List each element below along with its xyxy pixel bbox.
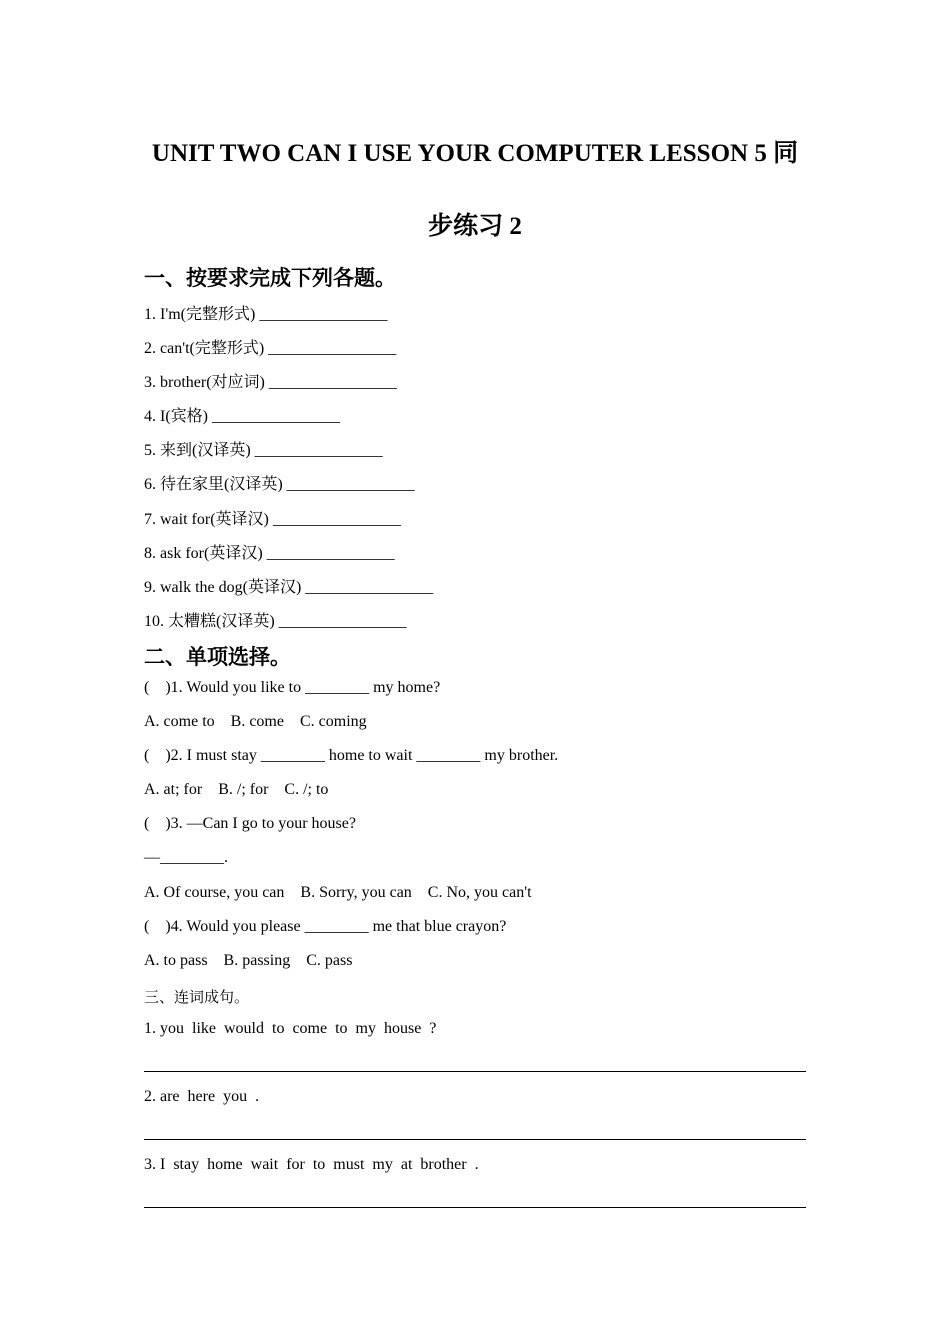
s3-item-3: 3. I stay home wait for to must my at brother . xyxy=(144,1156,479,1173)
s3-answer-line-3[interactable] xyxy=(144,1207,806,1208)
s2-options-1: A. come to B. come C. coming xyxy=(144,713,367,730)
s1-item-4: 4. I(宾格) ________________ xyxy=(144,408,340,425)
s3-item-1: 1. you like would to come to my house ? xyxy=(144,1020,437,1037)
section-1-heading: 一、按要求完成下列各题。 xyxy=(144,266,396,290)
s2-question-2: ( )2. I must stay ________ home to wait ________ my brother. xyxy=(144,747,559,764)
s2-options-3: A. Of course, you can B. Sorry, you can C. No, you can't xyxy=(144,884,532,901)
s1-item-9: 9. walk the dog(英译汉) ________________ xyxy=(144,579,434,596)
s1-item-6: 6. 待在家里(汉译英) ________________ xyxy=(144,476,415,493)
section-3-heading: 三、连词成句。 xyxy=(144,988,250,1006)
s3-answer-line-2[interactable] xyxy=(144,1139,806,1140)
s3-item-2: 2. are here you . xyxy=(144,1088,260,1105)
s1-item-7: 7. wait for(英译汉) ________________ xyxy=(144,511,401,528)
s1-item-1: 1. I'm(完整形式) ________________ xyxy=(144,306,388,323)
s1-item-5: 5. 来到(汉译英) ________________ xyxy=(144,442,383,459)
s1-item-8: 8. ask for(英译汉) ________________ xyxy=(144,545,395,562)
page-title-line-1: UNIT TWO CAN I USE YOUR COMPUTER LESSON 5 同 xyxy=(151,140,799,167)
s1-item-3: 3. brother(对应词) ________________ xyxy=(144,374,397,391)
s1-item-10: 10. 太糟糕(汉译英) ________________ xyxy=(144,613,407,630)
s2-question-1: ( )1. Would you like to ________ my home? xyxy=(144,679,441,696)
s2-options-4: A. to pass B. passing C. pass xyxy=(144,952,353,969)
s2-question-3: ( )3. —Can I go to your house? xyxy=(144,815,356,832)
s1-item-2: 2. can't(完整形式) ________________ xyxy=(144,340,397,357)
s2-options-2: A. at; for B. /; for C. /; to xyxy=(144,781,329,798)
s3-answer-line-1[interactable] xyxy=(144,1071,806,1072)
section-2-heading: 二、单项选择。 xyxy=(144,645,291,669)
page-title-line-2: 步练习 2 xyxy=(428,213,522,240)
s2-question-3-reply: —________. xyxy=(144,849,228,866)
s2-question-4: ( )4. Would you please ________ me that blue crayon? xyxy=(144,918,507,935)
